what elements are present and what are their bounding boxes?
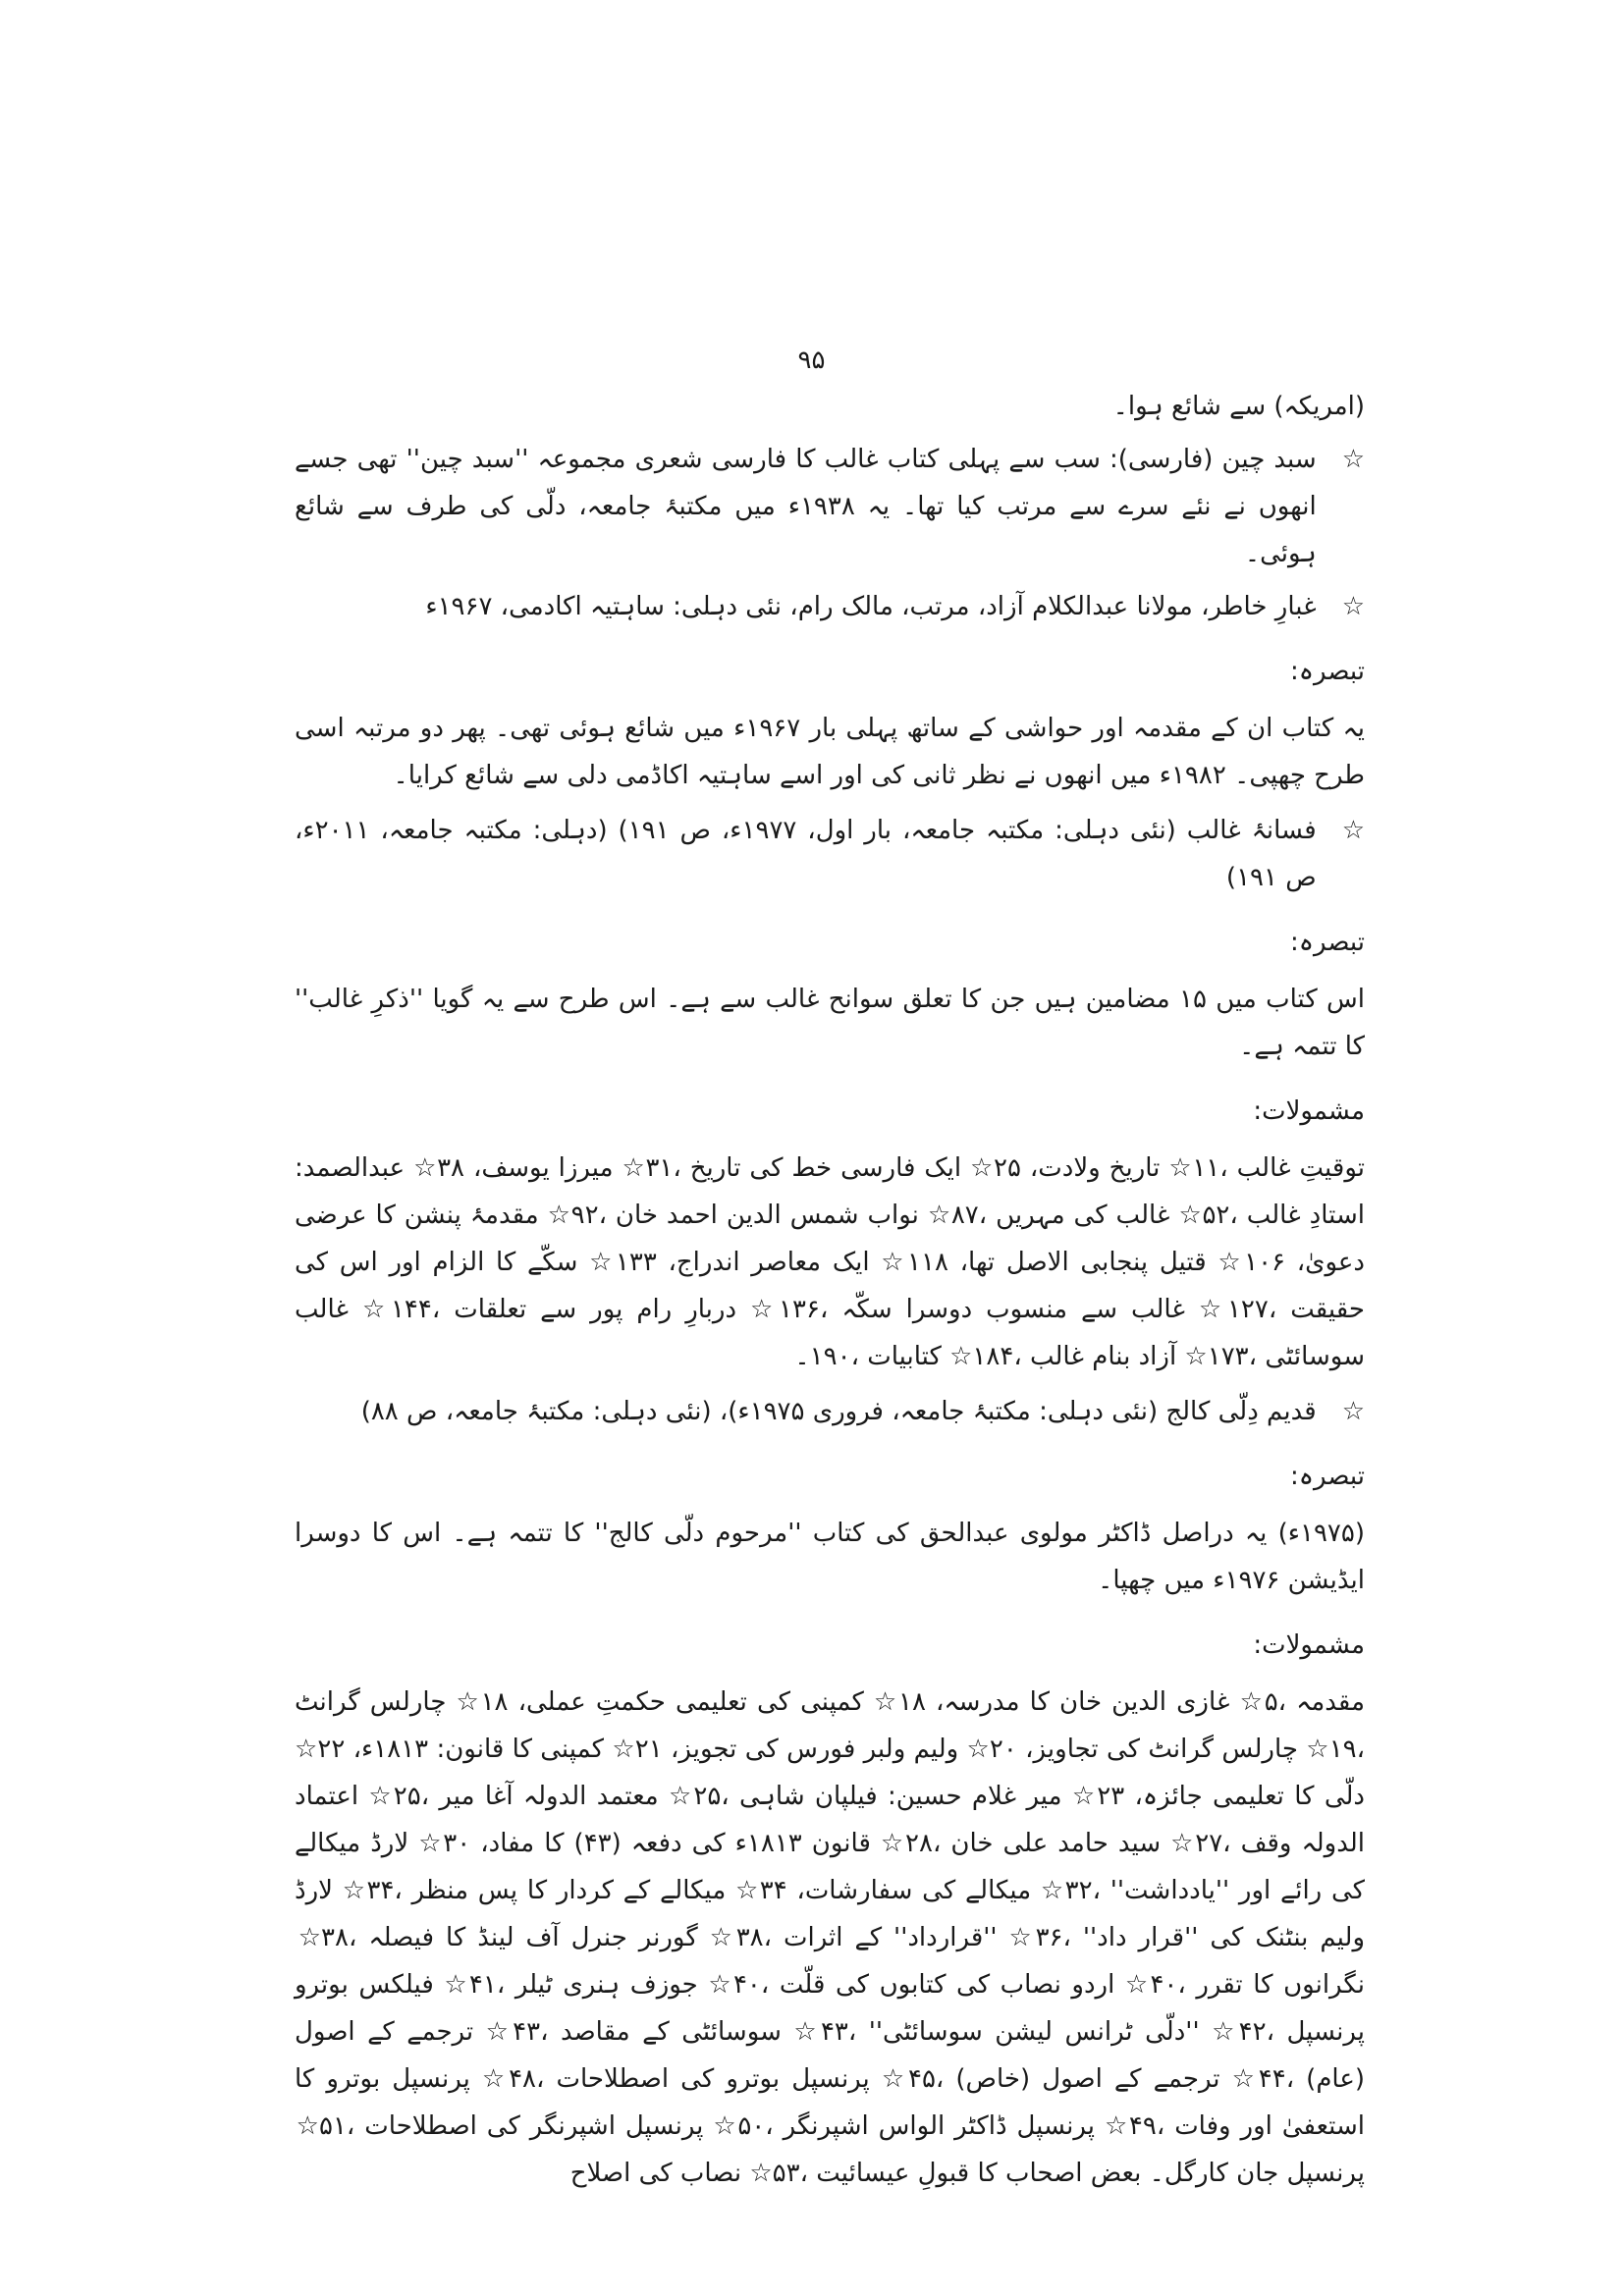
paragraph: توقیتِ غالب ،۱۱☆ تاریخ ولادت، ۲۵☆ ایک فارسی خط کی تاریخ ،۳۱☆ میرزا یوسف، ۳۸☆ عبدالصمد: استادِ غالب ،۵۲☆ غالب کی مہریں ،۸۷☆ نواب شمس الدین احمد خان ،۹۲☆ مقدمۂ پنشن کا عرضی دعویٰ، ۱۰۶☆ قتیل پنجابی الاصل تھا، ۱۱۸☆ ایک معاصر اندراج، ۱۳۳☆ سکّے کا الزام اور اس کی حقیقت ،۱۲۷☆ غالب سے منسوب دوسرا سکّہ ،۱۳۶☆ دربارِ رام پور سے تعلقات ،۱۴۴☆ غالب سوسائٹی ،۱۷۳☆ آزاد بنام غالب ،۱۸۴☆ کتابیات ،۱۹۰۔ [295,1153,1365,1371]
bibliography-entry [295,1388,1365,1435]
star-icon: ☆ [1341,592,1365,621]
section-heading: تبصرہ: [1290,657,1365,686]
paragraph: مقدمہ ،۵☆ غازی الدین خان کا مدرسہ، ۱۸☆ کمپنی کی تعلیمی حکمتِ عملی، ۱۸☆ چارلس گرانٹ ،۱۹☆ چارلس گرانٹ کی تجاویز، ۲۰☆ ولیم ولبر فورس کی تجویز، ۲۱☆ کمپنی کا قانون: ۱۸۱۳ء، ۲۲☆ دلّی کا تعلیمی جائزہ، ۲۳☆ میر غلام حسین: فیلپان شاہی ،۲۵☆ معتمد الدولہ آغا میر ،۲۵☆ اعتماد الدولہ وقف ،۲۷☆ سید حامد علی خان ،۲۸☆ قانون ۱۸۱۳ء کی دفعہ (۴۳) کا مفاد، ۳۰☆ لارڈ میکالے کی رائے اور ''یادداشت'' ،۳۲☆ میکالے کی سفارشات، ۳۴☆ میکالے کے کردار کا پس منظر ،۳۴☆ لارڈ ولیم بنٹنک کی ''قرار داد'' ،۳۶☆ ''قرارداد'' کے اثرات ،۳۸☆ گورنر جنرل آف لینڈ کا فیصلہ ،۳۸☆ نگرانوں کا تقرر ،۴۰☆ اردو نصاب کی کتابوں کی قلّت ،۴۰☆ جوزف ہنری ٹیلر ،۴۱☆ فیلکس بوترو پرنسپل ،۴۲☆ ''دلّی ٹرانس لیشن سوسائٹی'' ،۴۳☆ سوسائٹی کے مقاصد ،۴۳☆ ترجمے کے اصول (عام) ،۴۴☆ ترجمے کے اصول (خاص) ،۴۵☆ پرنسپل بوترو کی اصطلاحات ،۴۸☆ پرنسپل بوترو کا استعفیٰ اور وفات ،۴۹☆ پرنسپل ڈاکٹر الواس اشپرنگر ،۵۰☆ پرنسپل اشپرنگر کی اصطلاحات ،۵۱☆ پرنسپل جان کارگل۔ بعض اصحاب کا قبولِ عیسائیت ،۵۳☆ نصاب کی اصلاح [295,1687,1366,2188]
paragraph: اس کتاب میں ۱۵ مضامین ہیں جن کا تعلق سوانح غالب سے ہے۔ اس طرح سے یہ گویا ''ذکرِ غالب'' کا تتمہ ہے۔ [295,985,1365,1061]
section-heading: مشمولات: [1253,1096,1365,1126]
star-icon: ☆ [1341,816,1365,845]
section-heading: تبصرہ: [1290,1462,1365,1491]
section-heading: مشمولات: [1253,1630,1365,1660]
section-heading: تبصرہ: [1290,928,1365,957]
entry-text: قدیم دِلّی کالج (نئی دہلی: مکتبۂ جامعہ، فروری ۱۹۷۵ء)، (نئی دہلی: مکتبۂ جامعہ، ص ۸۸) [360,1397,1317,1426]
bibliography-entry [295,807,1365,901]
page-number: ۹۵ [797,346,826,375]
star-icon: ☆ [1341,1397,1365,1426]
entry-text: فسانۂ غالب (نئی دہلی: مکتبہ جامعہ، بار اول، ۱۹۷۷ء، ص ۱۹۱) (دہلی: مکتبہ جامعہ، ۲۰۱۱ء، ص ۱۹۱) [295,816,1317,892]
paragraph: یہ کتاب ان کے مقدمہ اور حواشی کے ساتھ پہلی بار ۱۹۶۷ء میں شائع ہوئی تھی۔ پھر دو مرتبہ اسی طرح چھپی۔ ۱۹۸۲ء میں انھوں نے نظر ثانی کی اور اسے ساہتیہ اکاڈمی دلی سے شائع کرایا۔ [295,714,1365,790]
text-line: (امریکہ) سے شائع ہوا۔ [1112,392,1365,421]
paragraph: (۱۹۷۵ء) یہ دراصل ڈاکٹر مولوی عبدالحق کی کتاب ''مرحوم دلّی کالج'' کا تتمہ ہے۔ اس کا دوسرا ایڈیشن ۱۹۷۶ء میں چھپا۔ [295,1519,1365,1595]
entry-text: سبد چین (فارسی): سب سے پہلی کتاب غالب کا فارسی شعری مجموعہ ''سبد چین'' تھی جسے انھوں نے نئے سرے سے مرتب کیا تھا۔ یہ ۱۹۳۸ء میں مکتبۂ جامعہ، دلّی کی طرف سے شائع ہوئی۔ [295,445,1317,568]
bibliography-entry [295,436,1365,577]
star-icon: ☆ [1341,445,1365,474]
entry-text: غبارِ خاطر، مولانا عبدالکلام آزاد، مرتب، مالک رام، نئی دہلی: ساہتیہ اکادمی، ۱۹۶۷ء [425,592,1317,621]
bibliography-entry [295,583,1365,630]
page-content [295,383,1365,2205]
